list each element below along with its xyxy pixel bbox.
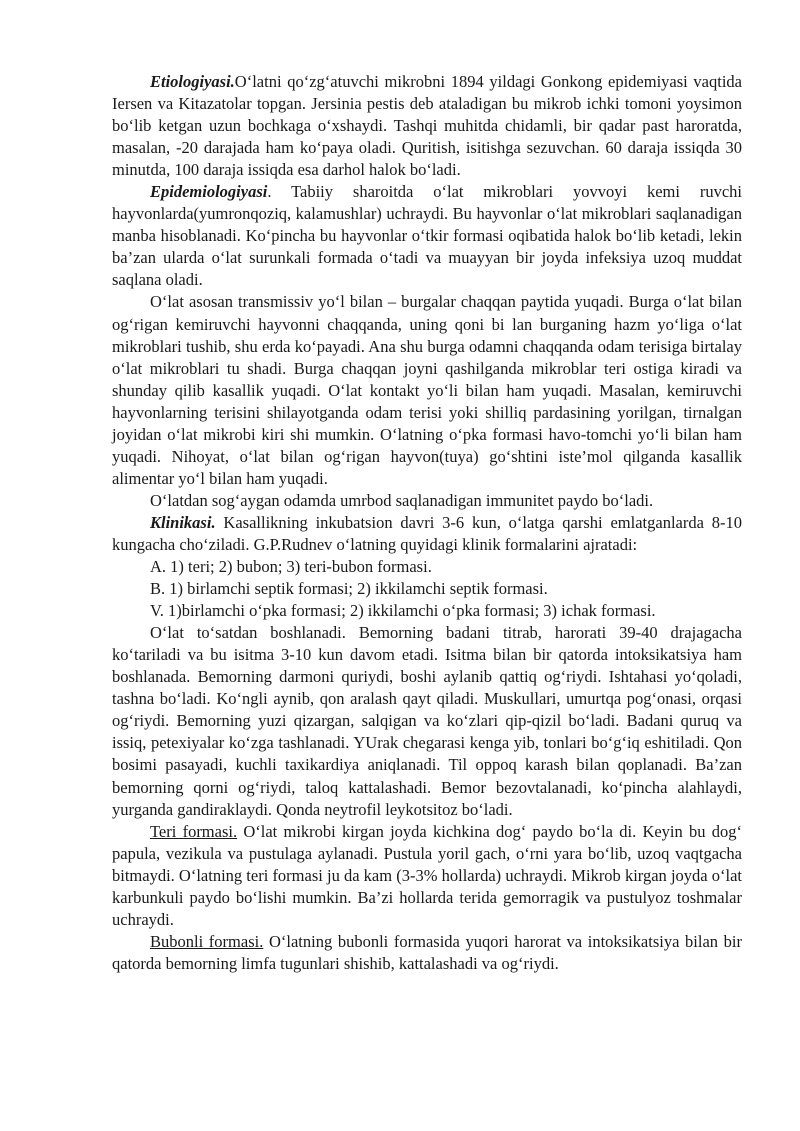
paragraph-bubonic-form <box>112 931 742 975</box>
term-etiology: Etiologiyasi. <box>150 72 235 91</box>
list-item-b <box>112 578 742 600</box>
paragraph-clinic <box>112 512 742 556</box>
list-item-a <box>112 556 742 578</box>
document-page <box>112 71 742 975</box>
paragraph-text: O‘latni qo‘zg‘atuvchi mikrobni 1894 yildagi Gonkong epidemiyasi vaqtida Iersen va Kitazatolar topgan. Jersinia pestis deb ataladigan bu mikrob ichki tomoni yoysimon bo‘lib ketgan uzun bochkaga o‘xshaydi. Tashqi muhitda chidamli, bir qadar past haroratda, masalan, -20 darajada ham ko‘paya oladi. Quritish, isitishga sezuvchan. 60 daraja issiqda 30 minutda, 100 daraja issiqda esa darhol halok bo‘ladi. <box>112 72 742 180</box>
paragraph-etiology <box>112 71 742 181</box>
list-item-v <box>112 600 742 622</box>
paragraph-text: O‘lat mikrobi kirgan joyda kichkina dog‘ paydo bo‘la di. Keyin bu dog‘ papula, vezikula va pustulaga aylanadi. Pustula yoril gach, o‘rni yara bo‘lib, uzoq vaqtgacha bitmaydi. O‘latning teri formasi ju da kam (3-3% hollarda) uchraydi. Mikrob kirgan joyda o‘lat karbunkuli paydo bo‘lishi mumkin. Ba’zi hollarda terida gemorragik va pustulyoz toshmalar uchraydi. <box>112 821 742 929</box>
term-bubonic-form: Bubonli formasi. <box>150 931 264 951</box>
paragraph-text: . Tabiiy sharoitda o‘lat mikroblari yovvoyi kemi ruvchi hayvonlarda(yumronqoziq, kalamushlar) uchraydi. Bu hayvonlar o‘lat mikroblari saqlanadigan manba hisoblanadi. Ko‘pincha bu hayvonlar o‘tkir formasi oqibatida halok bo‘lib ketadi, lekin ba’zan ularda o‘lat surunkali formada o‘tadi va muayyan bir joyda infeksiya uzoq muddat saqlana oladi. <box>112 182 742 290</box>
paragraph-text: V. 1)birlamchi o‘pka formasi; 2) ikkilamchi o‘pka formasi; 3) ichak formasi. <box>150 601 656 621</box>
paragraph-text: A. 1) teri; 2) bubon; 3) teri-bubon formasi. <box>150 557 432 577</box>
paragraph-text: O‘latning bubonli formasida yuqori harorat va intoksikatsiya bilan bir qatorda bemorning limfa tugunlari shishib, kattalashadi va og‘riydi. <box>112 931 742 973</box>
term-epidemiology: Epidemiologiyasi <box>150 182 268 202</box>
paragraph-epidemiology <box>112 181 742 291</box>
paragraph-immunity <box>112 490 742 512</box>
paragraph-text: B. 1) birlamchi septik formasi; 2) ikkilamchi septik formasi. <box>150 579 548 599</box>
paragraph-text: O‘lat asosan transmissiv yo‘l bilan – burgalar chaqqan paytida yuqadi. Burga o‘lat bilan og‘rigan kemiruvchi hayvonni chaqqanda, uning qoni bi lan burganing hazm yo‘liga o‘lat mikroblari tushib, shu erda ko‘payadi. Ana shu burga odamni chaqqanda odam terisiga birtalay o‘lat mikroblari tu shadi. Burga chaqqan joyni qashilganda mikroblar teri ostiga kiradi va shunday qilib kasallik yuqadi. O‘lat kontakt yo‘li bilan ham yuqadi. Masalan, kemiruvchi hayvonlarning terisini shilayotganda odam terisi yoki shilliq pardasining yorilgan, tirnalgan joyidan o‘lat mikrobi kiri shi mumkin. O‘latning o‘pka formasi havo-tomchi yo‘li bilan ham yuqadi. Nihoyat, o‘lat bilan og‘rigan hayvon(tuya) go‘shtini iste’mol qilganda kasallik alimentar yo‘l bilan ham yuqadi. <box>112 292 742 488</box>
term-clinic: Klinikasi. <box>150 512 216 532</box>
paragraph-text: Kasallikning inkubatsion davri 3-6 kun, o‘latga qarshi emlatganlarda 8-10 kungacha cho‘ziladi. G.P.Rudnev o‘latning quyidagi klinik formalarini ajratadi: <box>112 512 742 554</box>
paragraph-text: O‘lat to‘satdan boshlanadi. Bemorning badani titrab, harorati 39-40 drajagacha ko‘tariladi va bu isitma 3-10 kun davom etadi. Isitma bilan bir qatorda intoksikatsiya ham boshlanada. Bemorning darmoni quriydi, boshi aylanib qattiq og‘riydi. Ishtahasi yo‘qoladi, tashna bo‘ladi. Ko‘ngli aynib, qon aralash qayt qiladi. Muskullari, umurtqa pog‘onasi, orqasi og‘riydi. Bemorning yuzi qizargan, salqigan va ko‘zlari qip-qizil bo‘ladi. Badani quruq va issiq, petexiyalar ko‘zga tashlanadi. YUrak chegarasi kenga yib, tonlari bo‘g‘iq eshitiladi. Qon bosimi pasayadi, kuchli taxikardiya aniqlanadi. Til oppoq karash bilan qoplanadi. Ba’zan bemorning qorni og‘riydi, taloq kattalashadi. Bemor bezovtalanadi, ko‘pincha alahlaydi, yurganda gandiraklaydi. Qonda neytrofil leykotsitoz bo‘ladi. <box>112 623 742 819</box>
paragraph-onset <box>112 622 742 820</box>
paragraph-text: O‘latdan sog‘aygan odamda umrbod saqlanadigan immunitet paydo bo‘ladi. <box>150 490 654 510</box>
term-skin-form: Teri formasi. <box>150 821 238 841</box>
paragraph-transmission <box>112 291 742 489</box>
paragraph-skin-form <box>112 821 742 931</box>
